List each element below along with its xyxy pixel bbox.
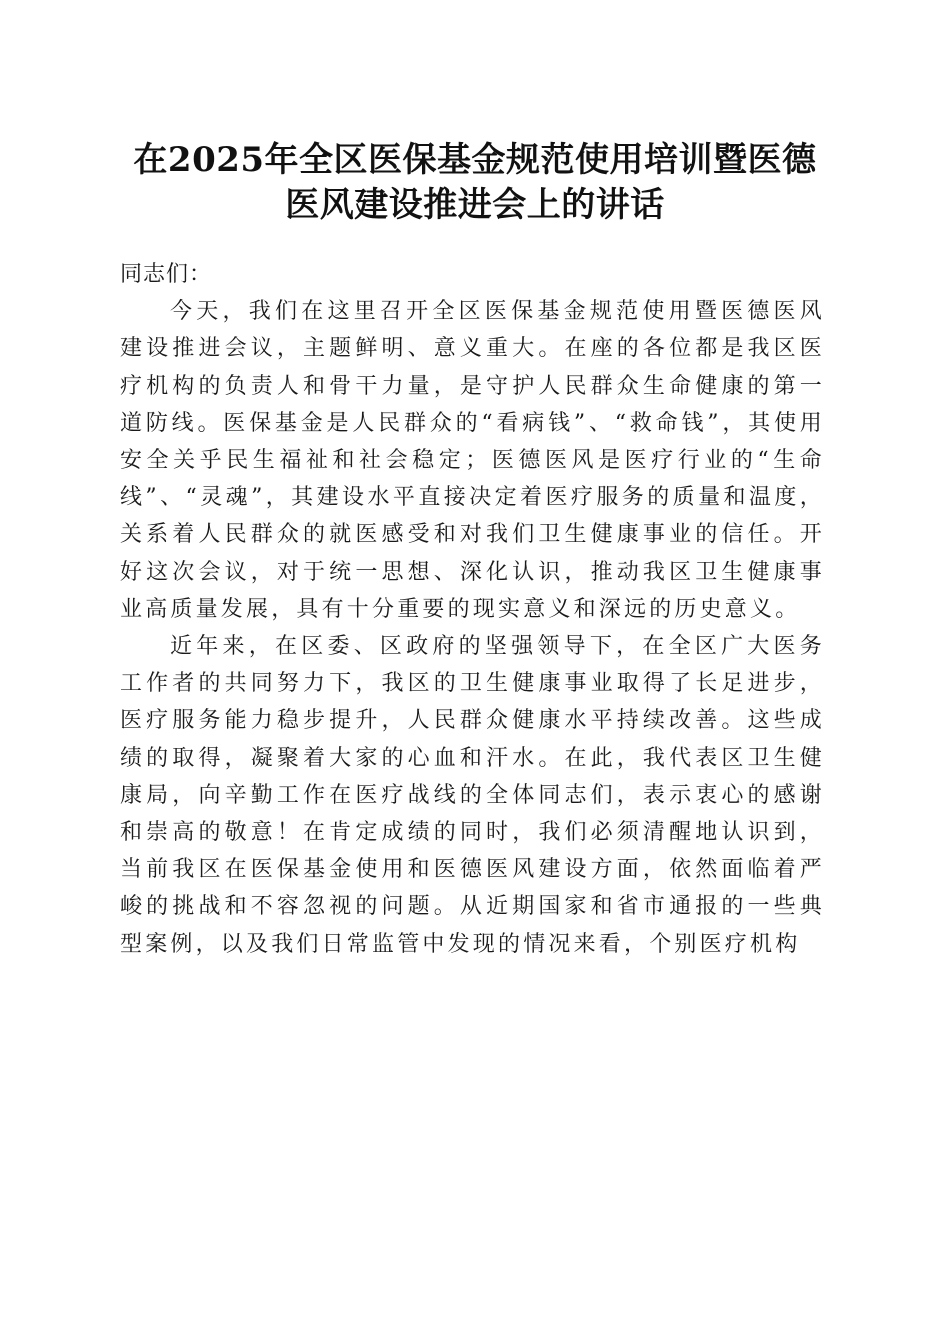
document-title bbox=[100, 138, 850, 228]
salutation: 同志们： bbox=[120, 262, 213, 287]
title-line-1: 在2025年全区医保基金规范使用培训暨医德 bbox=[133, 140, 817, 180]
document-body bbox=[120, 256, 825, 963]
paragraph-2: 近年来，在区委、区政府的坚强领导下，在全区广大医务工作者的共同努力下，我区的卫生健康事业取得了长足进步，医疗服务能力稳步提升，人民群众健康水平持续改善。这些成绩的取得，凝聚着大家的心血和汗水。在此，我代表区卫生健康局，向辛勤工作在医疗战线的全体同志们，表示衷心的感谢和崇高的敬意！在肯定成绩的同时，我们必须清醒地认识到，当前我区在医保基金使用和医德医风建设方面，依然面临着严峻的挑战和不容忽视的问题。从近期国家和省市通报的一些典型案例，以及我们日常监管中发现的情况来看，个别医疗机构 bbox=[120, 634, 825, 957]
title-line-2: 医风建设推进会上的讲话 bbox=[285, 185, 665, 225]
paragraph-1: 今天，我们在这里召开全区医保基金规范使用暨医德医风建设推进会议，主题鲜明、意义重大。在座的各位都是我区医疗机构的负责人和骨干力量，是守护人民群众生命健康的第一道防线。医保基金是人民群众的“看病钱”、“救命钱”，其使用安全关乎民生福祉和社会稳定；医德医风是医疗行业的“生命线”、“灵魂”，其建设水平直接决定着医疗服务的质量和温度，关系着人民群众的就医感受和对我们卫生健康事业的信任。开好这次会议，对于统一思想、深化认识，推动我区卫生健康事业高质量发展，具有十分重要的现实意义和深远的历史意义。 bbox=[120, 299, 825, 622]
